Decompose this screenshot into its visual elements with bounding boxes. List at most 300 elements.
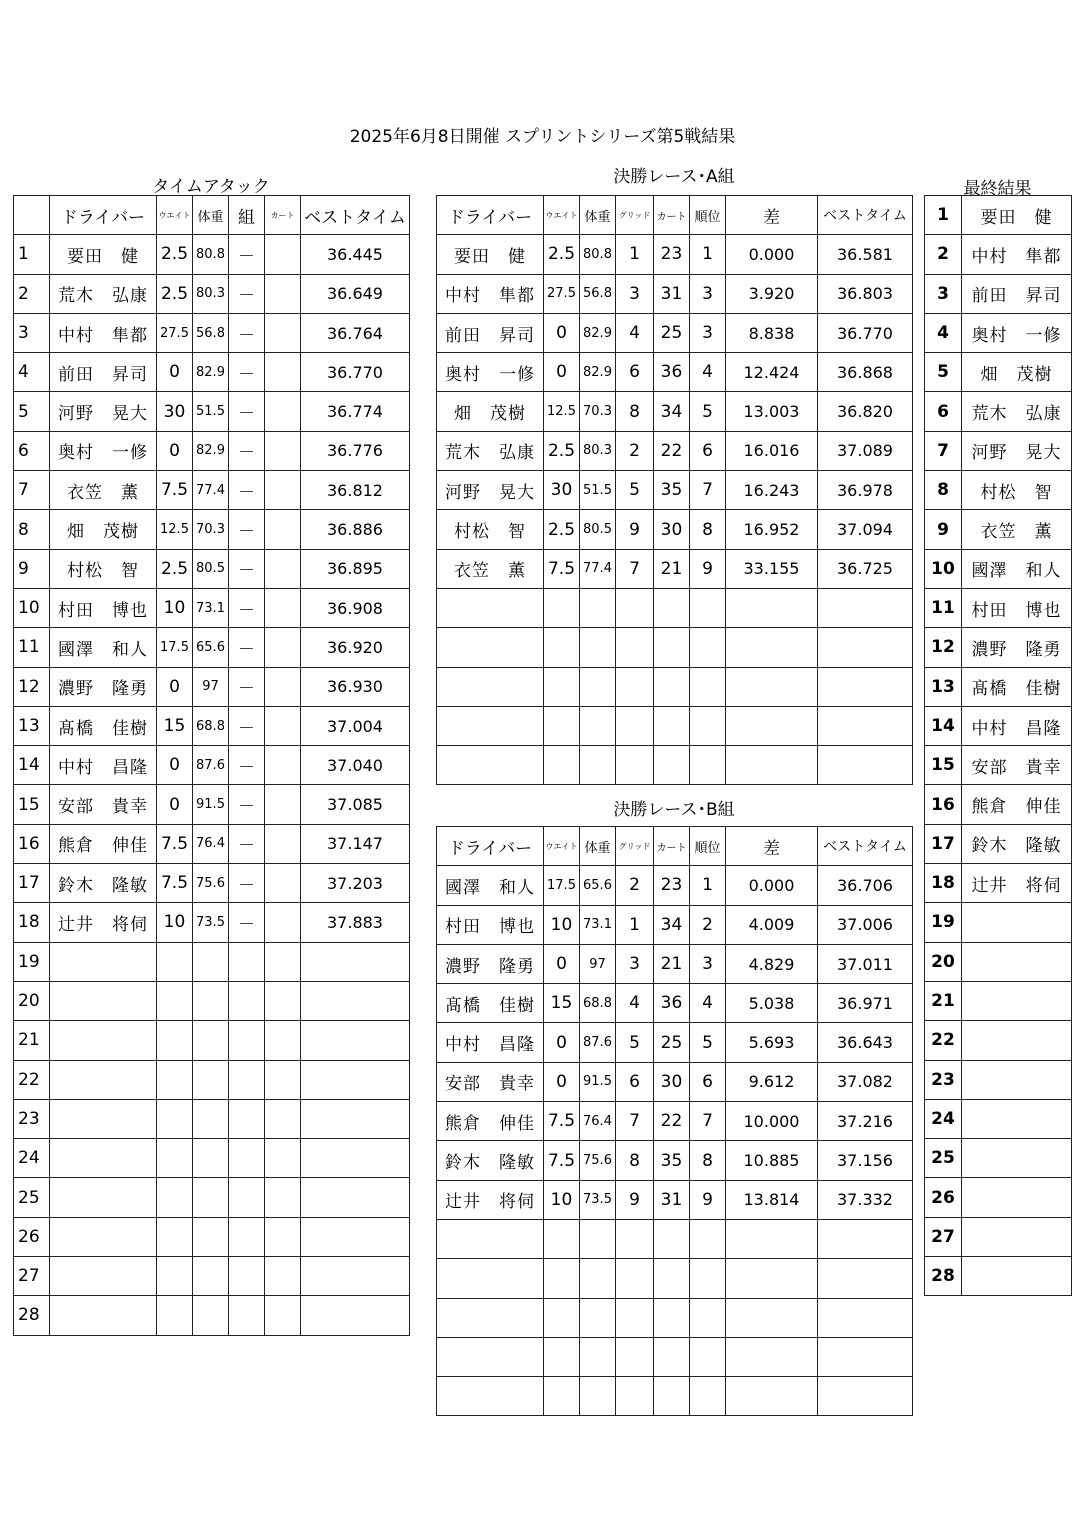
table-row [925, 706, 1072, 745]
diff-cell: 13.814 [726, 1180, 818, 1219]
table-row [14, 903, 410, 942]
table-row [437, 628, 913, 667]
weight-cell: 0 [157, 353, 193, 392]
weight-cell [544, 667, 580, 706]
kart-cell [654, 1377, 690, 1416]
position-cell: 28 [14, 1296, 50, 1335]
body-weight-cell: 87.6 [193, 746, 229, 785]
driver-cell: 髙橋 佳樹 [50, 706, 157, 745]
grid-cell: 7 [616, 549, 654, 588]
position-cell: 21 [14, 1021, 50, 1060]
driver-cell: 國澤 和人 [962, 549, 1072, 588]
body-weight-cell [580, 1298, 616, 1337]
final-a-header-row [437, 196, 913, 235]
kart-cell: 31 [654, 274, 690, 313]
best-time-cell: 36.776 [301, 431, 410, 470]
table-row [437, 866, 913, 905]
header-pos [14, 196, 50, 235]
weight-cell [157, 1099, 193, 1138]
table-row [14, 235, 410, 274]
driver-cell [437, 1219, 544, 1258]
header-body-weight: 体重 [580, 196, 616, 235]
group-cell: － [229, 510, 265, 549]
best-time-cell [818, 1259, 913, 1298]
grid-cell: 7 [616, 1102, 654, 1141]
weight-cell: 10 [544, 1180, 580, 1219]
best-time-cell: 37.040 [301, 746, 410, 785]
kart-cell [265, 1178, 301, 1217]
body-weight-cell [193, 1178, 229, 1217]
table-row [437, 235, 913, 274]
body-weight-cell: 80.5 [193, 549, 229, 588]
group-cell: － [229, 667, 265, 706]
rank-cell [690, 706, 726, 745]
kart-cell [265, 471, 301, 510]
grid-cell: 8 [616, 1141, 654, 1180]
best-time-cell: 36.868 [818, 353, 913, 392]
rank-cell: 5 [690, 1023, 726, 1062]
final-result-heading: 最終結果 [963, 179, 1032, 199]
table-row [925, 392, 1072, 431]
grid-cell: 5 [616, 471, 654, 510]
driver-cell: 中村 隼都 [437, 274, 544, 313]
body-weight-cell [580, 667, 616, 706]
driver-cell [437, 667, 544, 706]
weight-cell [544, 1298, 580, 1337]
weight-cell [157, 1296, 193, 1335]
position-cell: 9 [14, 549, 50, 588]
body-weight-cell: 51.5 [193, 392, 229, 431]
grid-cell: 3 [616, 274, 654, 313]
header-body-weight: 体重 [193, 196, 229, 235]
best-time-cell: 36.774 [301, 392, 410, 431]
diff-cell [726, 746, 818, 785]
diff-cell: 5.038 [726, 984, 818, 1023]
table-row [925, 864, 1072, 903]
kart-cell [265, 1021, 301, 1060]
group-cell: － [229, 903, 265, 942]
weight-cell: 27.5 [157, 313, 193, 352]
diff-cell: 12.424 [726, 353, 818, 392]
kart-cell [265, 588, 301, 627]
table-row [925, 667, 1072, 706]
kart-cell [265, 313, 301, 352]
table-row [437, 984, 913, 1023]
body-weight-cell [580, 1259, 616, 1298]
position-cell: 16 [14, 824, 50, 863]
best-time-cell [818, 746, 913, 785]
weight-cell: 2.5 [157, 549, 193, 588]
position-cell: 12 [925, 628, 962, 667]
body-weight-cell [193, 1021, 229, 1060]
header-grid: グリッド [616, 196, 654, 235]
table-row [925, 903, 1072, 942]
header-group: 組 [229, 196, 265, 235]
position-cell: 21 [925, 981, 962, 1020]
table-row [437, 431, 913, 470]
kart-cell [265, 864, 301, 903]
table-row [437, 1259, 913, 1298]
driver-cell [437, 746, 544, 785]
table-row [925, 353, 1072, 392]
best-time-cell: 36.971 [818, 984, 913, 1023]
driver-cell: 濃野 隆勇 [437, 944, 544, 983]
header-weight: ウエイト [157, 196, 193, 235]
group-cell: － [229, 353, 265, 392]
kart-cell [265, 274, 301, 313]
best-time-cell: 36.581 [818, 235, 913, 274]
driver-cell [437, 1377, 544, 1416]
body-weight-cell [580, 1337, 616, 1376]
table-row [437, 588, 913, 627]
driver-cell: 要田 健 [962, 196, 1072, 235]
driver-cell: 奥村 一修 [50, 431, 157, 470]
time-attack-heading: タイムアタック [152, 177, 270, 197]
best-time-cell [301, 1021, 410, 1060]
weight-cell: 7.5 [157, 471, 193, 510]
position-cell: 3 [925, 274, 962, 313]
driver-cell: 畑 茂樹 [50, 510, 157, 549]
table-row [14, 471, 410, 510]
driver-cell: 熊倉 伸佳 [50, 824, 157, 863]
driver-cell: 村松 智 [962, 471, 1072, 510]
body-weight-cell [193, 981, 229, 1020]
weight-cell: 15 [157, 706, 193, 745]
driver-cell: 畑 茂樹 [437, 392, 544, 431]
driver-cell: 濃野 隆勇 [962, 628, 1072, 667]
table-row [14, 981, 410, 1020]
grid-cell [616, 1337, 654, 1376]
position-cell: 18 [14, 903, 50, 942]
position-cell: 9 [925, 510, 962, 549]
rank-cell: 8 [690, 510, 726, 549]
position-cell: 1 [925, 196, 962, 235]
group-cell: － [229, 471, 265, 510]
best-time-cell: 36.770 [818, 313, 913, 352]
best-time-cell [301, 1217, 410, 1256]
table-row [925, 1257, 1072, 1296]
driver-cell [50, 1257, 157, 1296]
best-time-cell [301, 1178, 410, 1217]
table-row [925, 313, 1072, 352]
header-kart: カート [265, 196, 301, 235]
grid-cell [616, 1259, 654, 1298]
body-weight-cell: 73.1 [193, 588, 229, 627]
kart-cell [265, 667, 301, 706]
kart-cell [265, 1296, 301, 1335]
table-row [14, 353, 410, 392]
table-row [925, 824, 1072, 863]
weight-cell [157, 1217, 193, 1256]
best-time-cell: 37.216 [818, 1102, 913, 1141]
best-time-cell: 36.820 [818, 392, 913, 431]
body-weight-cell [193, 1099, 229, 1138]
header-driver: ドライバー [437, 196, 544, 235]
weight-cell: 7.5 [157, 824, 193, 863]
kart-cell [265, 746, 301, 785]
position-cell: 19 [14, 942, 50, 981]
group-cell [229, 1217, 265, 1256]
diff-cell [726, 588, 818, 627]
weight-cell: 7.5 [544, 1141, 580, 1180]
weight-cell [544, 588, 580, 627]
body-weight-cell [193, 1217, 229, 1256]
rank-cell: 3 [690, 274, 726, 313]
body-weight-cell: 77.4 [580, 549, 616, 588]
table-row [925, 196, 1072, 235]
group-cell [229, 942, 265, 981]
final-a-table [436, 195, 913, 785]
kart-cell: 34 [654, 905, 690, 944]
weight-cell: 2.5 [544, 235, 580, 274]
best-time-cell: 36.812 [301, 471, 410, 510]
grid-cell: 9 [616, 510, 654, 549]
table-row [14, 274, 410, 313]
best-time-cell: 37.089 [818, 431, 913, 470]
body-weight-cell: 80.8 [193, 235, 229, 274]
kart-cell: 23 [654, 866, 690, 905]
position-cell: 27 [14, 1257, 50, 1296]
diff-cell [726, 1377, 818, 1416]
diff-cell: 10.000 [726, 1102, 818, 1141]
position-cell: 20 [14, 981, 50, 1020]
group-cell [229, 1139, 265, 1178]
driver-cell [962, 1139, 1072, 1178]
kart-cell [265, 628, 301, 667]
best-time-cell: 37.011 [818, 944, 913, 983]
group-cell [229, 1060, 265, 1099]
rank-cell: 5 [690, 392, 726, 431]
position-cell: 5 [925, 353, 962, 392]
weight-cell: 0 [157, 431, 193, 470]
grid-cell: 3 [616, 944, 654, 983]
driver-cell [437, 1298, 544, 1337]
body-weight-cell [580, 588, 616, 627]
table-row [14, 746, 410, 785]
group-cell: － [229, 392, 265, 431]
position-cell: 23 [925, 1060, 962, 1099]
driver-cell [962, 1099, 1072, 1138]
header-kart: カート [654, 196, 690, 235]
table-row [14, 1021, 410, 1060]
position-cell: 2 [14, 274, 50, 313]
kart-cell [654, 706, 690, 745]
best-time-cell: 36.908 [301, 588, 410, 627]
kart-cell [654, 588, 690, 627]
weight-cell: 30 [544, 471, 580, 510]
driver-cell: 衣笠 薫 [437, 549, 544, 588]
driver-cell: 河野 晃大 [50, 392, 157, 431]
position-cell: 15 [925, 746, 962, 785]
group-cell: － [229, 588, 265, 627]
table-row [925, 1099, 1072, 1138]
driver-cell: 荒木 弘康 [437, 431, 544, 470]
position-cell: 8 [925, 471, 962, 510]
best-time-cell: 36.770 [301, 353, 410, 392]
driver-cell: 村松 智 [437, 510, 544, 549]
rank-cell [690, 667, 726, 706]
best-time-cell [301, 981, 410, 1020]
table-row [14, 1060, 410, 1099]
position-cell: 27 [925, 1217, 962, 1256]
driver-cell: 髙橋 佳樹 [437, 984, 544, 1023]
weight-cell: 2.5 [544, 431, 580, 470]
kart-cell [654, 628, 690, 667]
best-time-cell: 36.725 [818, 549, 913, 588]
table-row [437, 1298, 913, 1337]
group-cell: － [229, 235, 265, 274]
kart-cell [265, 1257, 301, 1296]
best-time-cell: 37.203 [301, 864, 410, 903]
table-row [14, 510, 410, 549]
best-time-cell [301, 942, 410, 981]
table-row [437, 1377, 913, 1416]
best-time-cell: 36.930 [301, 667, 410, 706]
kart-cell [654, 667, 690, 706]
header-best-time: ベストタイム [818, 827, 913, 866]
kart-cell: 31 [654, 1180, 690, 1219]
weight-cell: 0 [157, 785, 193, 824]
kart-cell: 36 [654, 353, 690, 392]
header-driver: ドライバー [50, 196, 157, 235]
best-time-cell: 37.883 [301, 903, 410, 942]
rank-cell: 7 [690, 1102, 726, 1141]
table-row [437, 274, 913, 313]
driver-cell [50, 1296, 157, 1335]
group-cell: － [229, 706, 265, 745]
body-weight-cell: 82.9 [193, 431, 229, 470]
weight-cell: 2.5 [157, 274, 193, 313]
driver-cell: 要田 健 [50, 235, 157, 274]
driver-cell: 奥村 一修 [962, 313, 1072, 352]
driver-cell: 中村 隼都 [50, 313, 157, 352]
diff-cell: 3.920 [726, 274, 818, 313]
body-weight-cell: 75.6 [580, 1141, 616, 1180]
weight-cell: 7.5 [544, 549, 580, 588]
body-weight-cell: 82.9 [580, 313, 616, 352]
rank-cell: 3 [690, 313, 726, 352]
time-attack-table [13, 195, 410, 1336]
driver-cell: 河野 晃大 [437, 471, 544, 510]
body-weight-cell: 76.4 [580, 1102, 616, 1141]
final-a-heading: 決勝レース･A組 [613, 167, 735, 187]
driver-cell: 村松 智 [50, 549, 157, 588]
body-weight-cell: 68.8 [580, 984, 616, 1023]
grid-cell: 2 [616, 866, 654, 905]
diff-cell [726, 1298, 818, 1337]
driver-cell [962, 1060, 1072, 1099]
position-cell: 13 [925, 667, 962, 706]
position-cell: 7 [14, 471, 50, 510]
table-row [437, 392, 913, 431]
weight-cell: 12.5 [157, 510, 193, 549]
rank-cell: 1 [690, 235, 726, 274]
diff-cell: 16.016 [726, 431, 818, 470]
group-cell: － [229, 628, 265, 667]
weight-cell: 7.5 [544, 1102, 580, 1141]
grid-cell: 4 [616, 313, 654, 352]
driver-cell: 濃野 隆勇 [50, 667, 157, 706]
body-weight-cell: 73.5 [580, 1180, 616, 1219]
group-cell: － [229, 746, 265, 785]
position-cell: 8 [14, 510, 50, 549]
best-time-cell: 36.978 [818, 471, 913, 510]
table-row [437, 353, 913, 392]
position-cell: 25 [925, 1139, 962, 1178]
best-time-cell: 36.445 [301, 235, 410, 274]
table-row [925, 628, 1072, 667]
kart-cell [265, 431, 301, 470]
table-row [925, 431, 1072, 470]
table-row [437, 1062, 913, 1101]
position-cell: 12 [14, 667, 50, 706]
position-cell: 6 [14, 431, 50, 470]
weight-cell [157, 1257, 193, 1296]
body-weight-cell: 73.5 [193, 903, 229, 942]
position-cell: 2 [925, 235, 962, 274]
grid-cell [616, 746, 654, 785]
table-row [14, 824, 410, 863]
rank-cell [690, 1259, 726, 1298]
driver-cell [962, 1217, 1072, 1256]
table-row [925, 588, 1072, 627]
diff-cell: 9.612 [726, 1062, 818, 1101]
weight-cell [544, 1219, 580, 1258]
grid-cell [616, 1298, 654, 1337]
best-time-cell: 37.156 [818, 1141, 913, 1180]
diff-cell: 0.000 [726, 235, 818, 274]
driver-cell: 要田 健 [437, 235, 544, 274]
position-cell: 24 [14, 1139, 50, 1178]
driver-cell: 村田 博也 [962, 588, 1072, 627]
rank-cell: 1 [690, 866, 726, 905]
table-row [14, 313, 410, 352]
table-row [925, 510, 1072, 549]
table-row [925, 981, 1072, 1020]
table-row [14, 706, 410, 745]
rank-cell: 4 [690, 353, 726, 392]
driver-cell [962, 903, 1072, 942]
table-row [437, 1102, 913, 1141]
table-row [925, 1021, 1072, 1060]
position-cell: 28 [925, 1257, 962, 1296]
driver-cell: 村田 博也 [437, 905, 544, 944]
position-cell: 15 [14, 785, 50, 824]
table-row [14, 1296, 410, 1335]
driver-cell: 熊倉 伸佳 [962, 785, 1072, 824]
driver-cell [962, 981, 1072, 1020]
best-time-cell [818, 667, 913, 706]
rank-cell: 7 [690, 471, 726, 510]
driver-cell [50, 1060, 157, 1099]
best-time-cell [818, 628, 913, 667]
kart-cell: 21 [654, 944, 690, 983]
driver-cell: 鈴木 隆敏 [437, 1141, 544, 1180]
diff-cell: 5.693 [726, 1023, 818, 1062]
header-body-weight: 体重 [580, 827, 616, 866]
best-time-cell: 36.764 [301, 313, 410, 352]
weight-cell: 0 [544, 313, 580, 352]
group-cell [229, 1099, 265, 1138]
kart-cell [265, 981, 301, 1020]
weight-cell: 0 [544, 1062, 580, 1101]
driver-cell [437, 588, 544, 627]
driver-cell: 前田 昇司 [437, 313, 544, 352]
body-weight-cell: 70.3 [193, 510, 229, 549]
kart-cell [265, 235, 301, 274]
diff-cell [726, 706, 818, 745]
body-weight-cell [580, 706, 616, 745]
